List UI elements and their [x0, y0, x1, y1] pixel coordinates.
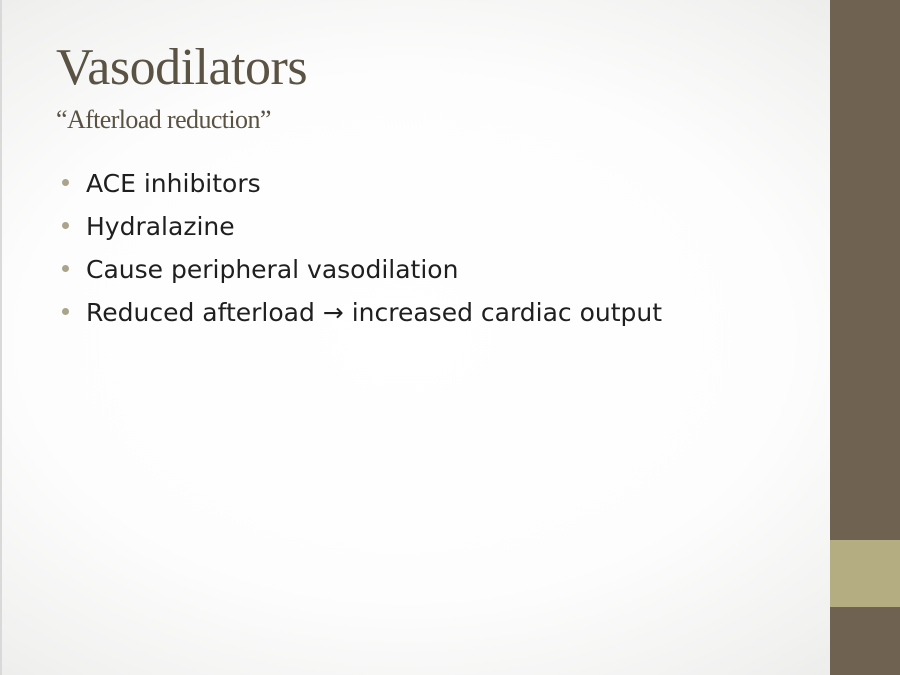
bullet-list	[62, 162, 802, 334]
bullet-dot-icon	[62, 265, 69, 272]
bullet-dot-icon	[62, 308, 69, 315]
bullet-dot-icon	[62, 222, 69, 229]
slide-subtitle: “Afterload reduction”	[56, 105, 271, 134]
bullet-text: Hydralazine	[86, 212, 235, 241]
bullet-item	[62, 205, 802, 248]
slide-title: Vasodilators	[56, 39, 308, 96]
bullet-item	[62, 162, 802, 205]
bullet-text: Reduced afterload → increased cardiac output	[86, 298, 663, 327]
bullet-text: ACE inhibitors	[86, 169, 261, 198]
bullet-item	[62, 248, 802, 291]
bullet-text: Cause peripheral vasodilation	[86, 255, 459, 284]
slide-sidebar-decoration	[830, 0, 900, 675]
slide-left-edge	[0, 0, 2, 675]
bullet-item	[62, 291, 802, 334]
slide-sidebar-accent	[830, 540, 900, 607]
bullet-dot-icon	[62, 179, 69, 186]
